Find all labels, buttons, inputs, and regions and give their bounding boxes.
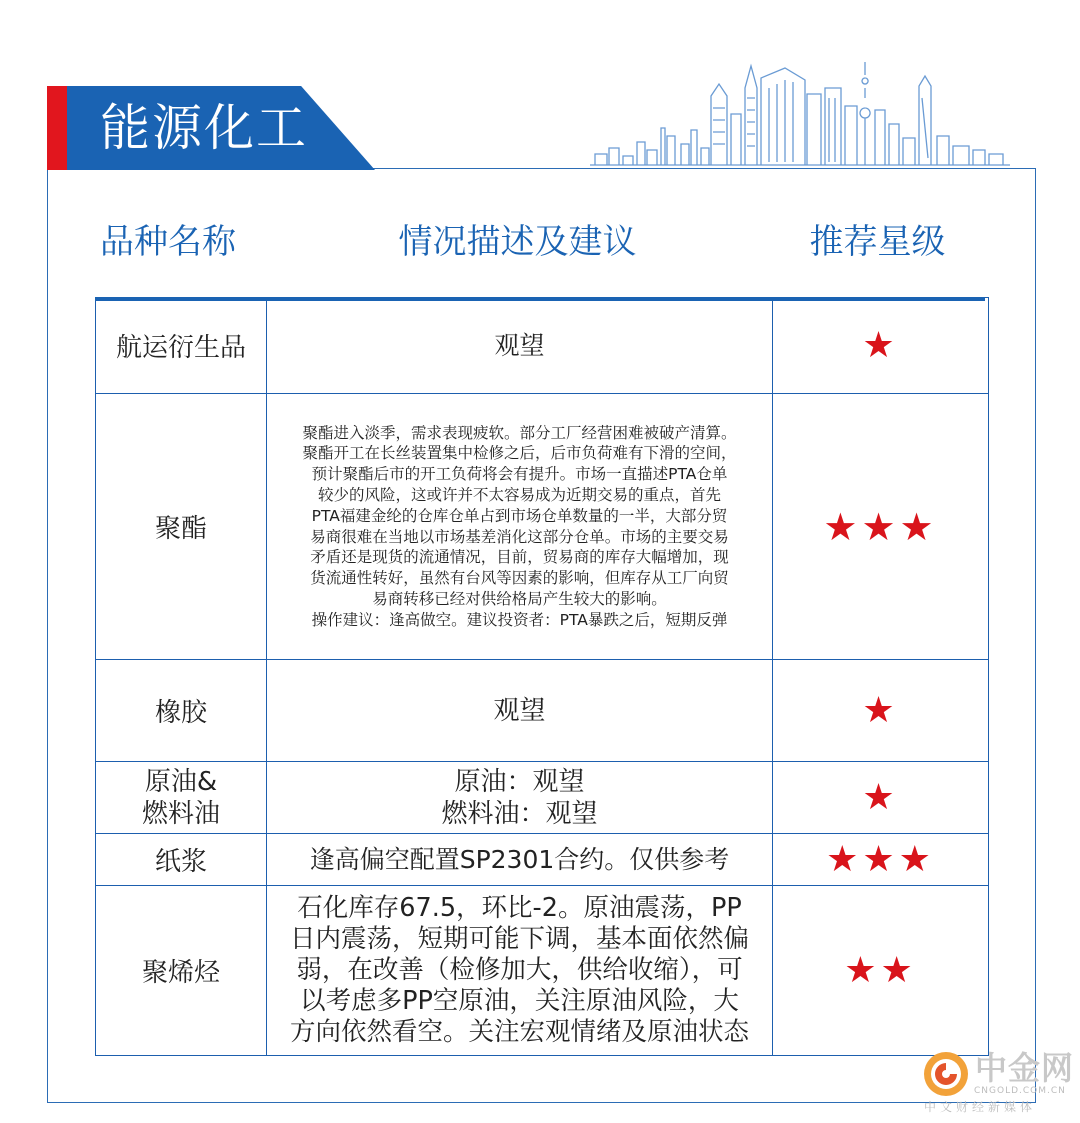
recommendation-table bbox=[95, 297, 985, 1056]
column-header-name: 品种名称 bbox=[100, 222, 236, 262]
row-name: 橡胶 bbox=[96, 660, 267, 762]
desc-line: 聚酯进入淡季，需求表现疲软。部分工厂经营困难被破产清算。 bbox=[302, 423, 737, 442]
desc-line: 日内震荡，短期可能下调，基本面依然偏 bbox=[289, 924, 749, 954]
desc-line: 易商转移已经对供给格局产生较大的影响。 bbox=[372, 589, 667, 608]
desc-line: 方向依然看空。关注宏观情绪及原油状态 bbox=[289, 1017, 749, 1047]
row-description bbox=[267, 762, 773, 834]
desc-line: 操作建议：逢高做空。建议投资者：PTA暴跌之后，短期反弹 bbox=[311, 610, 728, 629]
cngold-logo-icon bbox=[922, 1050, 970, 1098]
table-row bbox=[96, 834, 989, 886]
star-rating: ★★ bbox=[773, 886, 989, 1056]
row-description bbox=[267, 394, 773, 660]
desc-line: PTA福建金纶的仓库仓单占到市场仓单数量的一半，大部分贸 bbox=[311, 506, 728, 525]
section-title: 能源化工 bbox=[100, 99, 308, 157]
table-row bbox=[96, 298, 989, 394]
column-header-description: 情况描述及建议 bbox=[398, 222, 637, 262]
desc-line: 石化库存67.5，环比-2。原油震荡，PP bbox=[297, 893, 742, 923]
desc-line: 原油：观望 bbox=[454, 766, 585, 797]
city-skyline-icon bbox=[585, 58, 1015, 170]
desc-line: 矛盾还是现货的流通情况，目前，贸易商的库存大幅增加，现 bbox=[310, 548, 729, 567]
table-row bbox=[96, 660, 989, 762]
row-name bbox=[96, 762, 267, 834]
table-row bbox=[96, 886, 989, 1056]
desc-line: 较少的风险，这或许并不太容易成为近期交易的重点，首先 bbox=[317, 485, 721, 504]
row-name: 聚酯 bbox=[96, 394, 267, 660]
row-name: 纸浆 bbox=[96, 834, 267, 886]
row-description bbox=[267, 886, 773, 1056]
watermark-tagline: 中文财经新媒体 bbox=[924, 1100, 1037, 1114]
watermark-brand: 中金网 bbox=[975, 1049, 1075, 1087]
table-row bbox=[96, 762, 989, 834]
banner-red-stripe bbox=[47, 86, 67, 170]
row-description: 观望 bbox=[267, 298, 773, 394]
watermark-url: CNGOLD.COM.CN bbox=[974, 1086, 1066, 1096]
row-description: 逢高偏空配置SP2301合约。仅供参考 bbox=[267, 834, 773, 886]
star-rating: ★ bbox=[773, 762, 989, 834]
star-rating: ★ bbox=[773, 298, 989, 394]
desc-line: 弱，在改善（检修加大，供给收缩），可 bbox=[296, 955, 743, 985]
desc-line: 货流通性转好，虽然有台风等因素的影响，但库存从工厂向贸 bbox=[310, 569, 729, 588]
desc-line: 以考虑多PP空原油，关注原油风险，大 bbox=[300, 986, 739, 1016]
table-row bbox=[96, 394, 989, 660]
desc-line: 燃料油：观望 bbox=[441, 798, 598, 829]
column-header-rating: 推荐星级 bbox=[809, 222, 946, 262]
star-rating: ★ bbox=[773, 660, 989, 762]
row-name-line: 原油& bbox=[144, 766, 218, 797]
desc-line: 易商很难在当地以市场基差消化这部分仓单。市场的主要交易 bbox=[310, 527, 729, 546]
row-description: 观望 bbox=[267, 660, 773, 762]
star-rating: ★★★ bbox=[773, 394, 989, 660]
star-rating: ★★★ bbox=[773, 834, 989, 886]
row-name-line: 燃料油 bbox=[141, 798, 220, 829]
desc-line: 聚酯开工在长丝装置集中检修之后，后市负荷难有下滑的空间， bbox=[302, 444, 737, 463]
table-top-bar bbox=[95, 297, 985, 301]
desc-line: 预计聚酯后市的开工负荷将会有提升。市场一直描述PTA仓单 bbox=[311, 465, 728, 484]
row-name: 航运衍生品 bbox=[96, 298, 267, 394]
row-name: 聚烯烃 bbox=[96, 886, 267, 1056]
